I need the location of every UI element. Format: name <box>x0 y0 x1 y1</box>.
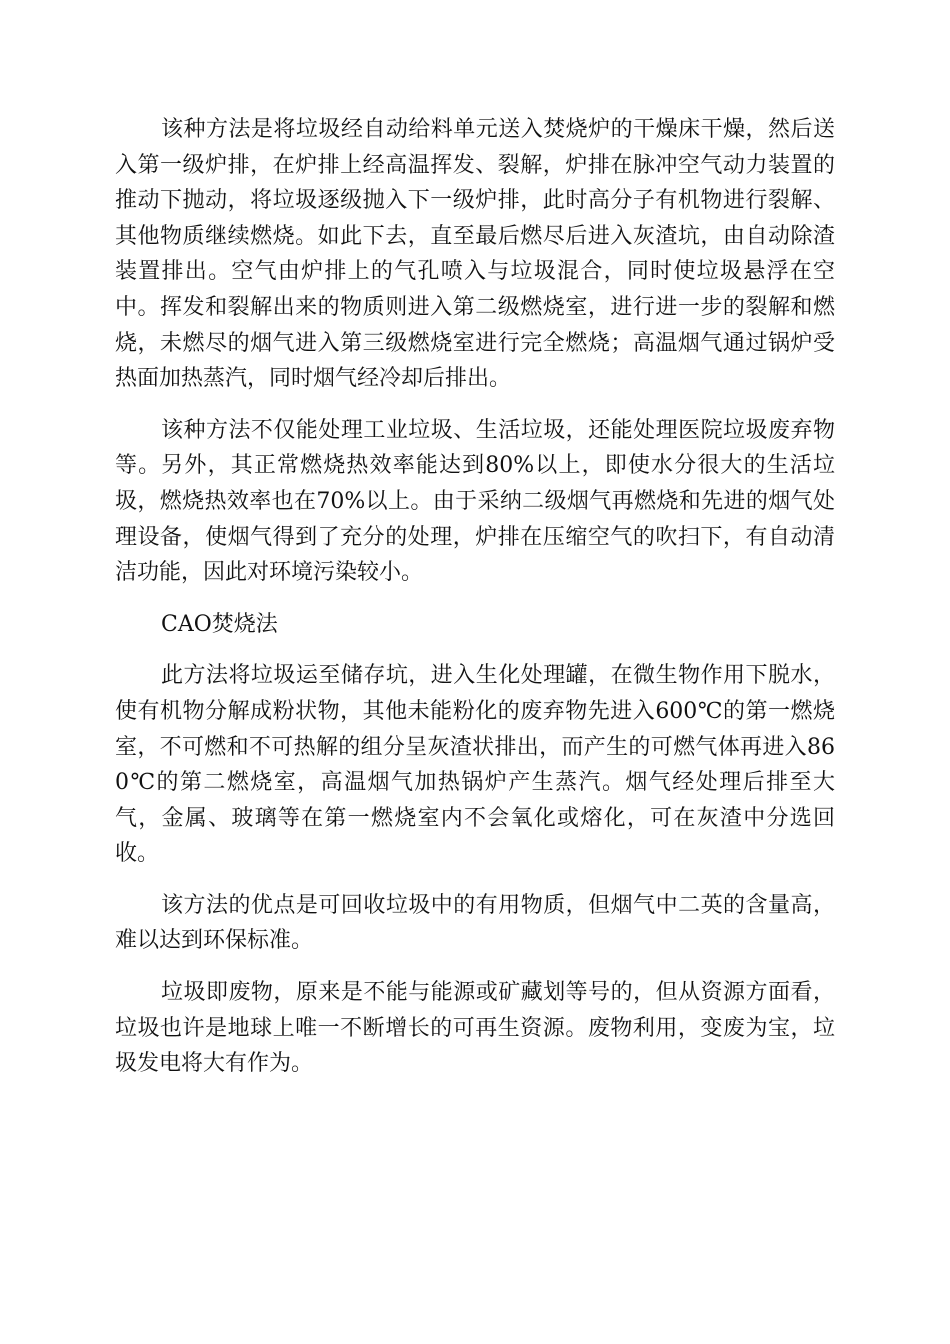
document-page <box>115 112 835 1098</box>
paragraph-cao-process: 此方法将垃圾运至储存坑，进入生化处理罐，在微生物作用下脱水，使有机物分解成粉状物，其他未能粉化的废弃物先进入600℃的第一燃烧室，不可燃和不可热解的组分呈灰渣状排出，而产生的可燃气体再进入860℃的第二燃烧室，高温烟气加热锅炉产生蒸汽。烟气经处理后排至大气，金属、玻璃等在第一燃烧室内不会氧化或熔化，可在灰渣中分选回收。 <box>115 663 835 867</box>
paragraph-conclusion: 垃圾即废物，原来是不能与能源或矿藏划等号的，但从资源方面看，垃圾也许是地球上唯一不断增长的可再生资源。废物利用，变废为宝，垃圾发电将大有作为。 <box>115 980 835 1077</box>
section-heading-cao-incineration: CAO焚烧法 <box>161 611 278 637</box>
paragraph-cao-evaluation: 该方法的优点是可回收垃圾中的有用物质，但烟气中二英的含量高，难以达到环保标准。 <box>115 892 835 954</box>
paragraph-grate-incineration-process: 该种方法是将垃圾经自动给料单元送入焚烧炉的干燥床干燥，然后送入第一级炉排，在炉排上经高温挥发、裂解，炉排在脉冲空气动力装置的推动下抛动，将垃圾逐级抛入下一级炉排，此时高分子有机物进行裂解、其他物质继续燃烧。如此下去，直至最后燃尽后进入灰渣坑，由自动除渣装置排出。空气由炉排上的气孔喷入与垃圾混合，同时使垃圾悬浮在空中。挥发和裂解出来的物质则进入第二级燃烧室，进行进一步的裂解和燃烧，未燃尽的烟气进入第三级燃烧室进行完全燃烧；高温烟气通过锅炉受热面加热蒸汽，同时烟气经冷却后排出。 <box>115 117 835 392</box>
paragraph-grate-incineration-advantages: 该种方法不仅能处理工业垃圾、生活垃圾，还能处理医院垃圾废弃物等。另外，其正常燃烧热效率能达到80%以上，即使水分很大的生活垃圾，燃烧热效率也在70%以上。由于采纳二级烟气再燃烧和先进的烟气处理设备，使烟气得到了充分的处理，炉排在压缩空气的吹扫下，有自动清洁功能，因此对环境污染较小。 <box>115 417 835 586</box>
